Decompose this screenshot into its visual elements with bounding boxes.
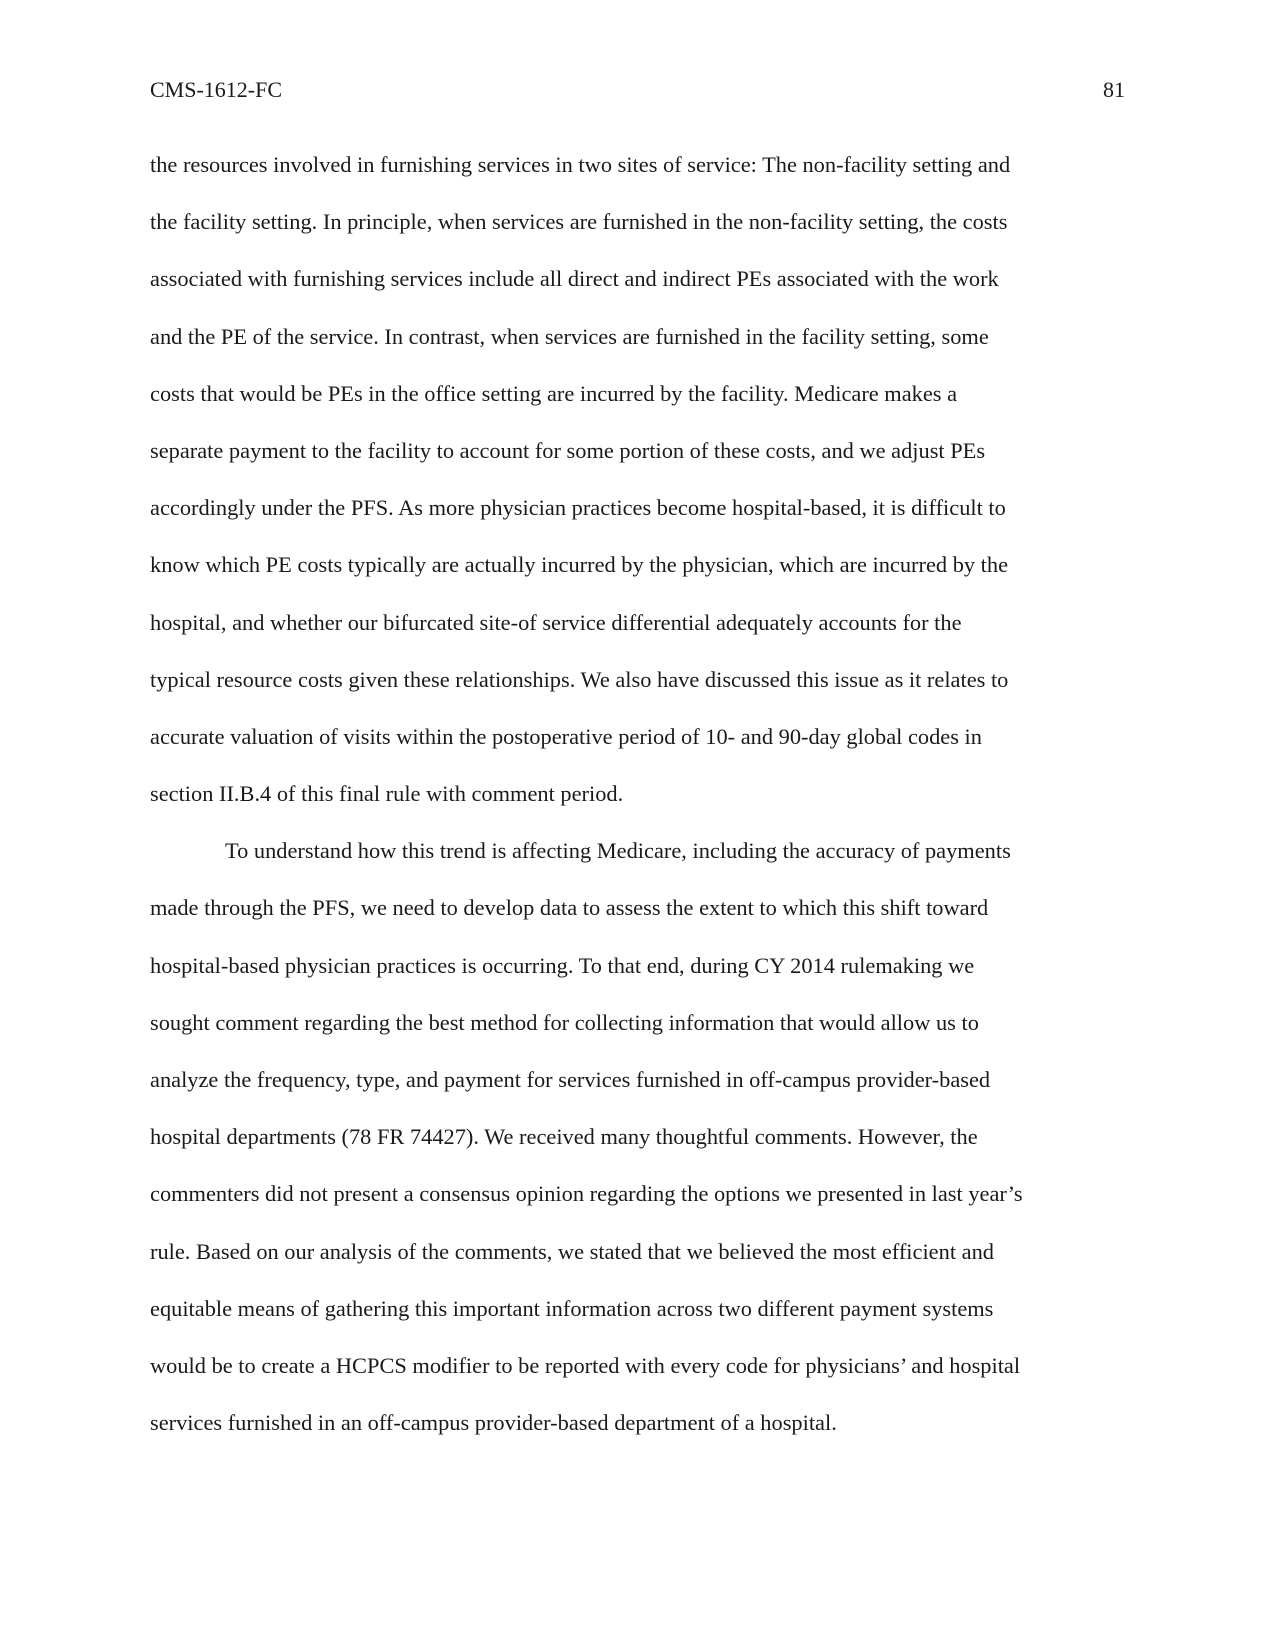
text-line: equitable means of gathering this important information across two different payment systems: [150, 1295, 994, 1321]
page-number: 81: [1103, 77, 1125, 102]
text-line: accordingly under the PFS. As more physician practices become hospital-based, it is difficult to: [150, 495, 1006, 521]
text-line: the facility setting. In principle, when services are furnished in the non-facility setting, the costs: [150, 209, 1008, 235]
text-line: and the PE of the service. In contrast, when services are furnished in the facility setting, some: [150, 323, 989, 349]
text-line: section II.B.4 of this final rule with comment period.: [150, 781, 624, 807]
paragraph-1: [150, 145, 1125, 831]
text-line: made through the PFS, we need to develop data to assess the extent to which this shift toward: [150, 895, 989, 921]
text-line: analyze the frequency, type, and payment for services furnished in off-campus provider-based: [150, 1067, 991, 1092]
text-line: hospital, and whether our bifurcated site-of service differential adequately accounts for the: [150, 609, 962, 635]
text-line: hospital departments (78 FR 74427). We received many thoughtful comments. However, the: [150, 1124, 978, 1150]
text-line: sought comment regarding the best method for collecting information that would allow us to: [150, 1009, 979, 1035]
text-line: associated with furnishing services include all direct and indirect PEs associated with the work: [150, 266, 999, 292]
document-id: CMS-1612-FC: [150, 77, 283, 102]
paragraph-2: [150, 831, 1125, 1460]
text-line: separate payment to the facility to account for some portion of these costs, and we adjust PEs: [150, 437, 986, 463]
text-line: typical resource costs given these relationships. We also have discussed this issue as it relates to: [150, 666, 1009, 692]
text-line: services furnished in an off-campus provider-based department of a hospital.: [150, 1410, 837, 1436]
text-line: the resources involved in furnishing services in two sites of service: The non-facility setting and: [150, 152, 1011, 177]
text-line: costs that would be PEs in the office setting are incurred by the facility. Medicare makes a: [150, 380, 958, 406]
text-line: commenters did not present a consensus opinion regarding the options we presented in last year’s: [150, 1181, 1023, 1207]
text-line: rule. Based on our analysis of the comments, we stated that we believed the most efficient and: [150, 1238, 994, 1264]
page-header: [150, 72, 1125, 108]
text-line: hospital-based physician practices is occurring. To that end, during CY 2014 rulemaking we: [150, 952, 975, 978]
text-line: would be to create a HCPCS modifier to be reported with every code for physicians’ and hospital: [150, 1352, 1021, 1378]
text-line: know which PE costs typically are actually incurred by the physician, which are incurred by the: [150, 552, 1009, 578]
text-line: accurate valuation of visits within the postoperative period of 10- and 90-day global codes in: [150, 723, 982, 749]
text-line-indented: To understand how this trend is affecting Medicare, including the accuracy of payments: [225, 838, 1011, 864]
body-text: [150, 145, 1125, 1460]
